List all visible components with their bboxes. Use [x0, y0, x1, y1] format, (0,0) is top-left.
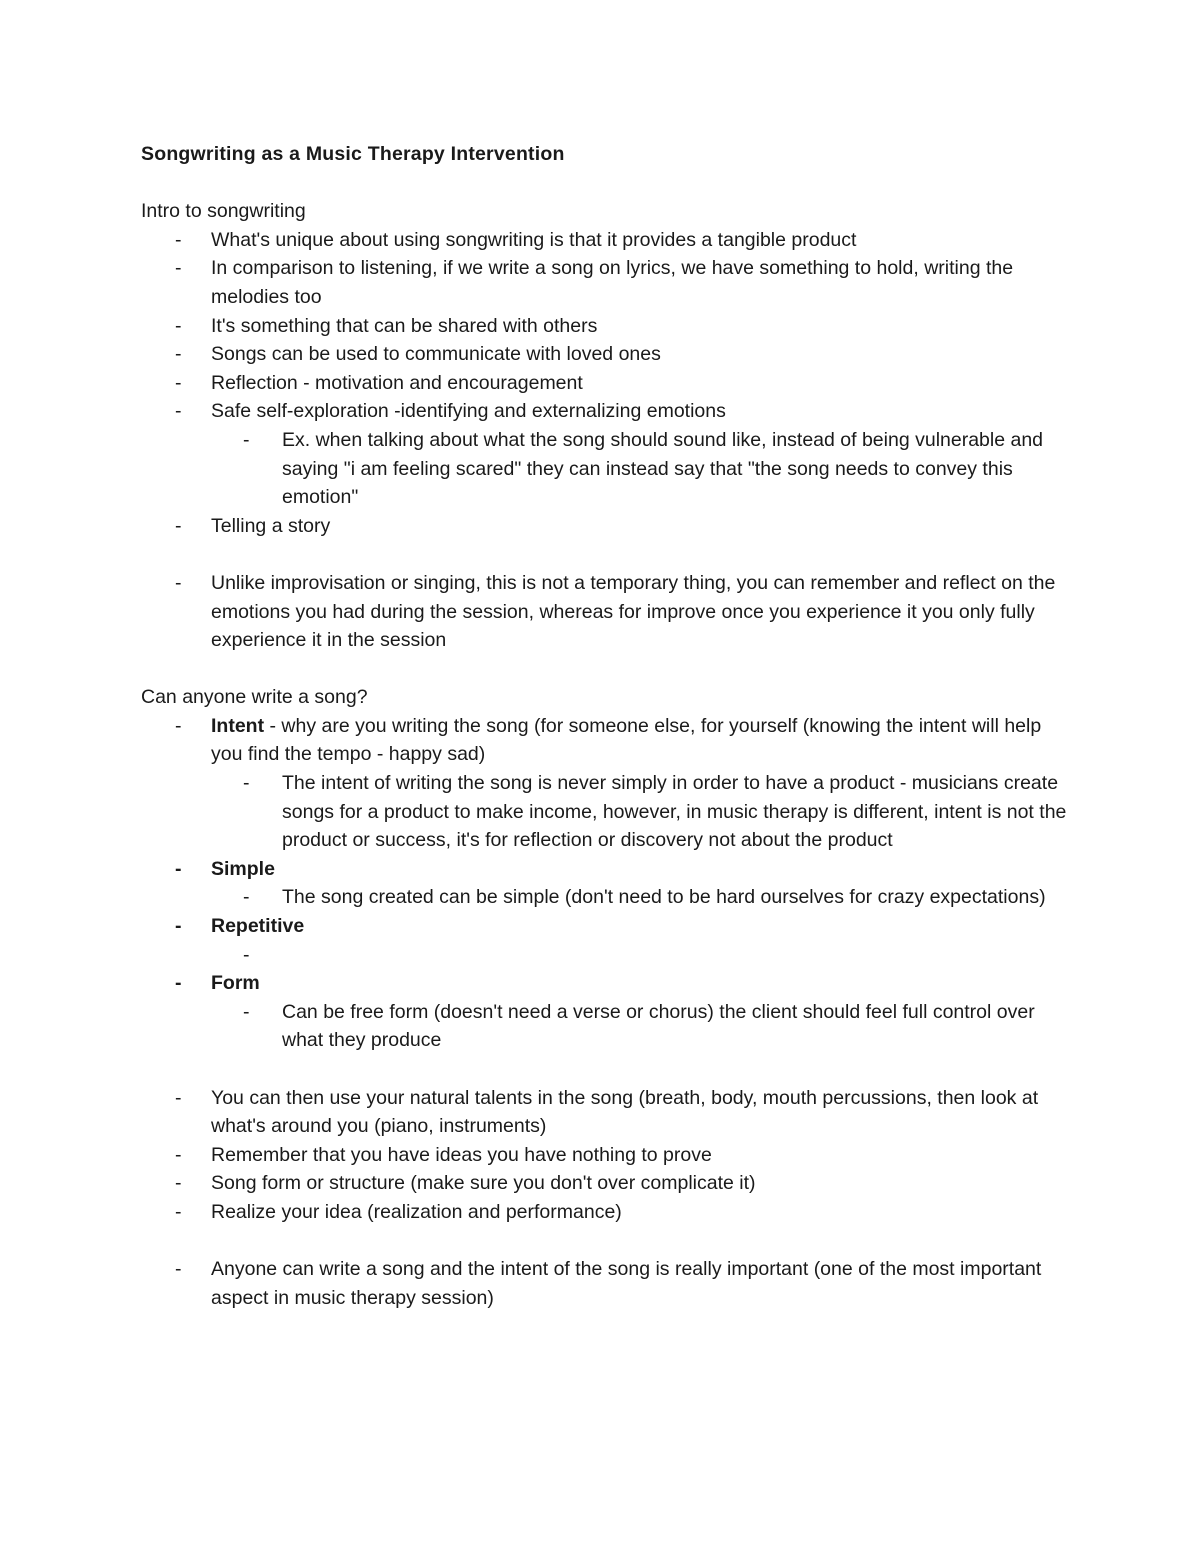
- dash-marker: -: [175, 972, 182, 995]
- list-item-repetitive: [141, 912, 1071, 969]
- sub-list: [211, 883, 1071, 912]
- sub-list-item: [211, 998, 1071, 1055]
- document-page: [141, 140, 1071, 1312]
- list-item: [141, 1255, 1071, 1312]
- list-item: [141, 397, 1071, 511]
- anyone-list-final: [141, 1255, 1071, 1312]
- intent-label: Intent: [211, 714, 265, 737]
- list-item-text: Remember that you have ideas you have nothing to prove: [211, 1143, 712, 1166]
- dash-marker: -: [243, 886, 250, 909]
- list-item: [141, 254, 1071, 311]
- sub-list-item-text: The intent of writing the song is never simply in order to have a product - musicians create songs for a product to make income, however, in music therapy is different, intent is not the product or success, it's for reflection or discovery not about the product: [282, 772, 1067, 852]
- dash-marker: -: [243, 772, 250, 795]
- list-item-simple: [141, 855, 1071, 912]
- list-item: [141, 569, 1071, 655]
- list-item-text: Safe self-exploration -identifying and externalizing emotions: [211, 400, 726, 423]
- intent-text: - why are you writing the song (for someone else, for yourself (knowing the intent will help you find the tempo - happy sad): [211, 714, 1042, 766]
- anyone-list: [141, 712, 1071, 1055]
- dash-marker: -: [175, 400, 182, 423]
- list-item: [141, 1169, 1071, 1198]
- sub-list-item-text: Can be free form (doesn't need a verse or chorus) the client should feel full control over what they produce: [282, 1000, 1035, 1052]
- anyone-list-continued: [141, 1084, 1071, 1227]
- list-item-text: Telling a story: [211, 514, 331, 537]
- dash-marker: -: [175, 314, 182, 337]
- sub-list-item-text: The song created can be simple (don't need to be hard ourselves for crazy expectations): [282, 886, 1046, 909]
- blank-line: [141, 1055, 1071, 1084]
- sub-list-item-empty: [211, 941, 1071, 970]
- dash-marker: -: [175, 714, 182, 737]
- simple-label: Simple: [211, 857, 275, 880]
- list-item-text: Reflection - motivation and encouragement: [211, 371, 583, 394]
- list-item-text: Unlike improvisation or singing, this is not a temporary thing, you can remember and reflect on the emotions you had during the session, whereas for improve once you experience it you only fully experience it in the session: [211, 571, 1056, 652]
- list-item: [141, 226, 1071, 255]
- list-item-text: You can then use your natural talents in the song (breath, body, mouth percussions, then look at what's around you (piano, instruments): [211, 1086, 1039, 1138]
- list-item: [141, 1198, 1071, 1227]
- blank-line: [141, 655, 1071, 684]
- dash-marker: -: [175, 514, 182, 537]
- sub-list-item: [211, 769, 1071, 855]
- list-item-intent: [141, 712, 1071, 855]
- dash-marker: -: [175, 1258, 182, 1281]
- list-item-text: Songs can be used to communicate with loved ones: [211, 343, 661, 366]
- list-item: [141, 369, 1071, 398]
- repetitive-label: Repetitive: [211, 915, 305, 938]
- dash-marker: -: [243, 1000, 250, 1023]
- list-item: [141, 1141, 1071, 1170]
- sub-list-item-text: Ex. when talking about what the song should sound like, instead of being vulnerable and saying "i am feeling scared" they can instead say that "the song needs to convey this emotion": [282, 428, 1044, 509]
- dash-marker: -: [175, 1143, 182, 1166]
- sub-list: [211, 426, 1071, 512]
- dash-marker: -: [175, 1200, 182, 1223]
- dash-marker: -: [175, 228, 182, 251]
- dash-marker: -: [175, 371, 182, 394]
- dash-marker: -: [243, 428, 250, 451]
- intro-list-continued: [141, 569, 1071, 655]
- blank-line: [141, 1227, 1071, 1256]
- dash-marker: -: [175, 915, 182, 938]
- sub-list: [211, 941, 1071, 970]
- list-item-text: In comparison to listening, if we write a song on lyrics, we have something to hold, writing the melodies too: [211, 257, 1014, 308]
- list-item: [141, 312, 1071, 341]
- section-heading-anyone: Can anyone write a song?: [141, 686, 368, 709]
- dash-marker: -: [175, 857, 182, 880]
- list-item-text: What's unique about using songwriting is that it provides a tangible product: [211, 228, 857, 251]
- list-item: [141, 1084, 1071, 1141]
- dash-marker: -: [175, 257, 182, 280]
- document-title: Songwriting as a Music Therapy Intervention: [141, 143, 565, 165]
- list-item-form: [141, 969, 1071, 1055]
- list-item-text: Anyone can write a song and the intent of the song is really important (one of the most important aspect in music therapy session): [211, 1258, 1042, 1309]
- dash-marker: -: [175, 343, 182, 366]
- list-item: [141, 340, 1071, 369]
- form-label: Form: [211, 972, 260, 995]
- list-item-text: Realize your idea (realization and performance): [211, 1200, 622, 1223]
- sub-list-item: [211, 883, 1071, 912]
- blank-line: [141, 540, 1071, 569]
- intro-list: [141, 226, 1071, 541]
- sub-list-item: [211, 426, 1071, 512]
- dash-marker: -: [243, 943, 250, 966]
- dash-marker: -: [175, 1086, 182, 1109]
- sub-list: [211, 998, 1071, 1055]
- dash-marker: -: [175, 1172, 182, 1195]
- list-item-text: It's something that can be shared with others: [211, 314, 598, 337]
- sub-list: [211, 769, 1071, 855]
- dash-marker: -: [175, 571, 182, 594]
- section-heading-intro: Intro to songwriting: [141, 200, 306, 223]
- list-item-text: Song form or structure (make sure you don't over complicate it): [211, 1172, 756, 1195]
- list-item: [141, 512, 1071, 541]
